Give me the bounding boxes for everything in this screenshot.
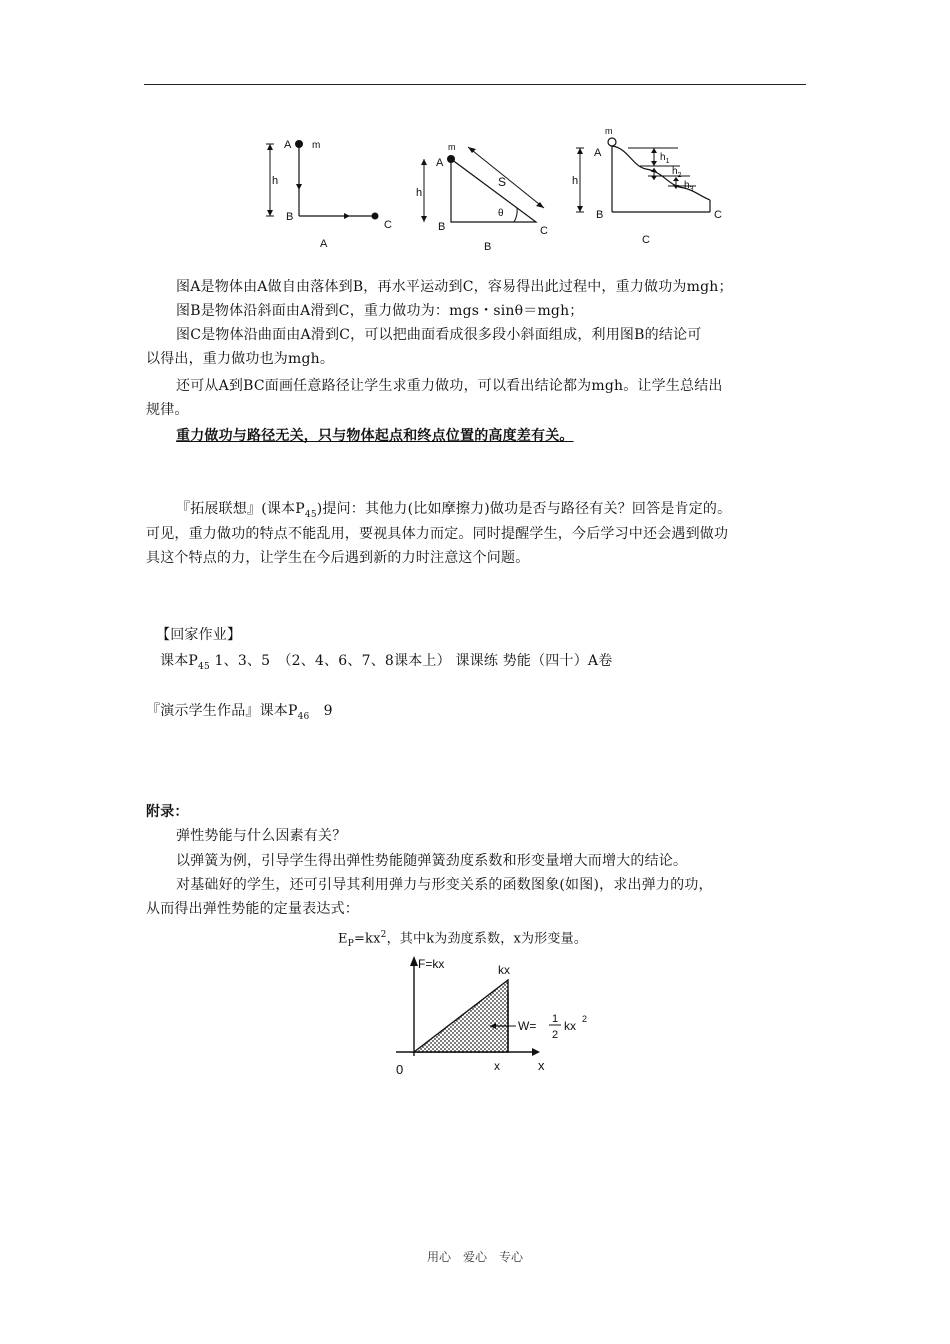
extension-line1-sub: 45 (304, 509, 317, 520)
extension-line1-pre: 『拓展联想』(课本P (176, 501, 305, 517)
extension-line1-post: )提问：其他力(比如摩擦力)做功是否与路径有关？回答是肯定的。 (316, 501, 732, 517)
fig-b-label-c: C (540, 225, 548, 237)
graph-frac-den: 2 (552, 1029, 559, 1041)
paragraph-figure-c-line1: 图C是物体沿曲面由A滑到C，可以把曲面看成很多段小斜面组成，利用图B的结论可 (176, 327, 702, 343)
fig-b-caption: B (484, 241, 492, 253)
fig-b-label-m: m (448, 142, 456, 152)
extension-line1 (176, 498, 731, 526)
paragraph-figure-b: 图B是物体沿斜面由A滑到C，重力做功为：mgs・sinθ＝mgh； (176, 303, 584, 319)
fig-c-label-h1-sub: 1 (665, 158, 670, 165)
fig-a-label-h: h (272, 175, 279, 187)
appendix-line3: 从而得出弹性势能的定量表达式： (146, 901, 359, 917)
fig-c-label-h3-sub: 3 (689, 186, 694, 193)
graph-w-label: W= (518, 1019, 537, 1033)
conclusion-statement: 重力做功与路径无关，只与物体起点和终点位置的高度差有关。 (176, 428, 574, 444)
fig-b-label-b: B (438, 221, 446, 233)
page-footer: 用心 爱心 专心 (426, 1250, 523, 1264)
fig-c-label-h3: h (684, 180, 690, 191)
fig-c-label-h: h (572, 175, 579, 187)
paragraph-figure-c-line2: 以得出，重力做功也为mgh。 (146, 351, 335, 367)
fig-c-label-h1: h (660, 152, 666, 163)
figure-a-free-fall (262, 136, 402, 258)
fig-a-label-m: m (312, 140, 321, 151)
formula-eq: =kx (353, 931, 381, 947)
graph-y-label: F=kx (418, 957, 445, 971)
svg-text:h1 (660, 152, 670, 165)
elastic-energy-formula (338, 924, 587, 955)
fig-a-label-b: B (286, 211, 294, 223)
fig-c-label-m: m (605, 126, 613, 136)
homework-heading: 【回家作业】 (156, 627, 242, 643)
demo-line-post: 9 (309, 703, 333, 719)
fig-b-label-s: S (498, 175, 507, 189)
demo-line-pre: 『演示学生作品』课本P (146, 703, 298, 719)
force-displacement-graph (388, 952, 610, 1088)
fig-a-label-c: C (384, 219, 392, 231)
appendix-heading: 附录： (146, 804, 189, 820)
extension-line2: 可见，重力做功的特点不能乱用，要视具体力而定。同时提醒学生，今后学习中还会遇到做功 (146, 526, 729, 542)
fig-a-caption: A (320, 238, 328, 250)
appendix-question: 弹性势能与什么因素有关？ (176, 828, 347, 844)
demo-line (146, 700, 333, 728)
formula-rest: ，其中k为劲度系数，x为形变量。 (386, 931, 588, 947)
figure-b-incline (410, 142, 560, 258)
appendix-line2: 对基础好的学生，还可引导其利用弹力与形变关系的函数图象(如图)，求出弹力的功， (176, 877, 713, 893)
graph-w-sup: 2 (582, 1014, 588, 1024)
graph-x-tick: x (494, 1059, 500, 1073)
header-rule (144, 84, 806, 85)
fig-c-caption: C (642, 234, 650, 246)
svg-text:h2 (672, 166, 682, 179)
fig-c-label-h2: h (672, 166, 678, 177)
fig-b-label-a: A (436, 157, 444, 169)
demo-line-sub: 46 (297, 711, 310, 722)
graph-w-tail: kx (564, 1019, 576, 1033)
homework-line-sub: 45 (198, 661, 210, 672)
paragraph-figure-a: 图A是物体由A做自由落体到B，再水平运动到C，容易得出此过程中，重力做功为mgh； (176, 279, 733, 295)
formula-p-sub: P (347, 938, 354, 949)
fig-c-label-h2-sub: 2 (677, 172, 682, 179)
formula-sup: 2 (380, 930, 387, 940)
graph-origin: 0 (396, 1062, 404, 1077)
graph-x-axis-label: x (538, 1058, 545, 1073)
formula-e: E (338, 931, 348, 947)
fig-b-label-h: h (416, 187, 423, 199)
fig-c-label-a: A (594, 147, 602, 159)
fig-c-label-b: B (596, 209, 604, 221)
fig-c-label-c: C (714, 209, 722, 221)
figure-c-curve (568, 126, 728, 254)
fig-b-label-theta: θ (498, 208, 504, 219)
homework-line (160, 650, 612, 678)
paragraph-any-path-line2: 规律。 (146, 402, 189, 418)
svg-text:h3 (684, 180, 694, 193)
homework-line-post: 1、3、5 （2、4、6、7、8课本上） 课课练 势能（四十）A卷 (209, 653, 613, 669)
homework-line-pre: 课本P (160, 653, 199, 669)
paragraph-any-path-line1: 还可从A到BC面画任意路径让学生求重力做功，可以看出结论都为mgh。让学生总结出 (176, 378, 723, 394)
extension-line3: 具这个特点的力，让学生在今后遇到新的力时注意这个问题。 (146, 550, 530, 566)
graph-peak-label: kx (498, 963, 510, 977)
appendix-line1: 以弹簧为例，引导学生得出弹性势能随弹簧劲度系数和形变量增大而增大的结论。 (176, 853, 688, 869)
fig-a-label-a: A (284, 139, 292, 151)
graph-frac-num: 1 (552, 1013, 559, 1025)
